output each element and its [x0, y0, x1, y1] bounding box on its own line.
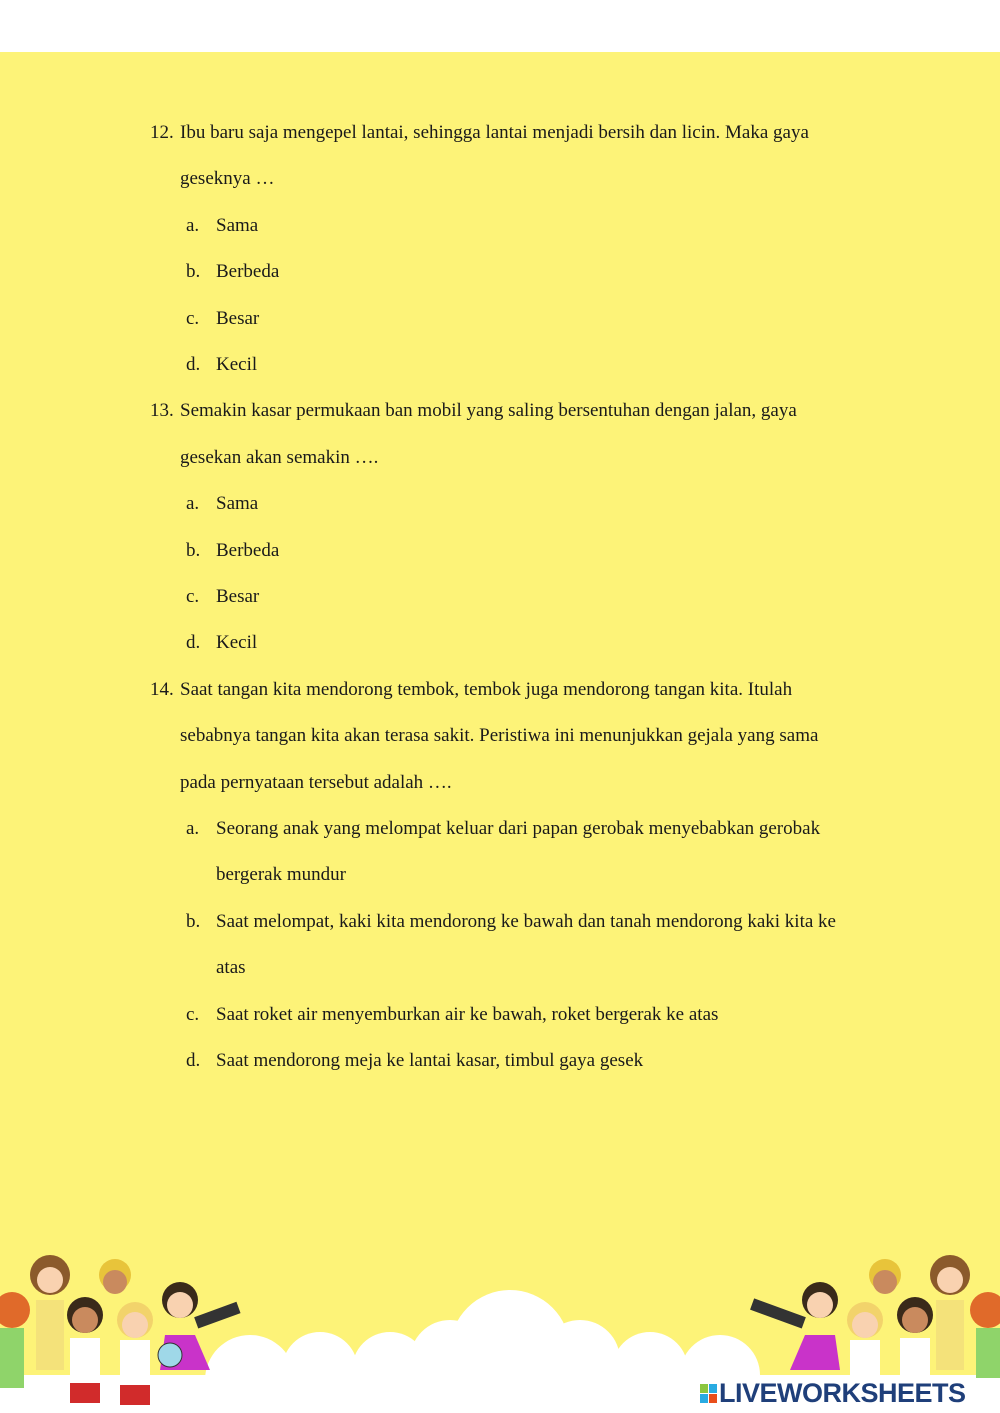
- option-text: Saat mendorong meja ke lantai kasar, timbul gaya gesek: [216, 1050, 644, 1071]
- question-text: gesekan akan semakin ….: [180, 446, 379, 468]
- question-text: Ibu baru saja mengepel lantai, sehingga lantai menjadi bersih dan licin. Maka gaya: [180, 122, 809, 143]
- option-text: Kecil: [216, 354, 258, 375]
- option-text: atas: [216, 957, 246, 979]
- option-letter: d.: [186, 354, 201, 375]
- children-illustration-right: [720, 1240, 1000, 1380]
- liveworksheets-logo: [700, 1378, 966, 1409]
- option-text: Berbeda: [216, 539, 280, 561]
- option-text: Sama: [216, 493, 259, 515]
- option-text: Besar: [216, 586, 260, 607]
- option-text: bergerak mundur: [216, 864, 346, 886]
- option-text: Berbeda: [216, 261, 280, 283]
- option-letter: d.: [186, 1050, 201, 1071]
- question-text: Saat tangan kita mendorong tembok, tembok juga mendorong tangan kita. Itulah: [180, 678, 793, 700]
- question-number: 12.: [150, 122, 174, 143]
- option-letter: c.: [186, 1003, 200, 1025]
- option-letter: a.: [186, 493, 200, 515]
- logo-blocks-icon: [700, 1384, 717, 1403]
- option-text: Saat roket air menyemburkan air ke bawah, roket bergerak ke atas: [216, 1003, 719, 1025]
- question-text: sebabnya tangan kita akan terasa sakit. Peristiwa ini menunjukkan gejala yang sama: [180, 725, 819, 747]
- option-text: Saat melompat, kaki kita mendorong ke bawah dan tanah mendorong kaki kita ke: [216, 910, 836, 932]
- question-text: pada pernyataan tersebut adalah ….: [180, 771, 452, 793]
- question-text: Semakin kasar permukaan ban mobil yang saling bersentuhan dengan jalan, gaya: [180, 400, 797, 422]
- option-letter: d.: [186, 632, 201, 654]
- option-text: Kecil: [216, 632, 258, 654]
- option-letter: b.: [186, 261, 201, 283]
- watermark-text: LIVEWORKSHEETS: [719, 1378, 966, 1408]
- option-letter: a.: [186, 818, 200, 839]
- children-illustration-left: [0, 1240, 250, 1410]
- option-text: Besar: [216, 307, 260, 329]
- option-text: Seorang anak yang melompat keluar dari papan gerobak menyebabkan gerobak: [216, 818, 821, 839]
- question-text: geseknya …: [180, 168, 275, 190]
- option-letter: b.: [186, 539, 201, 561]
- option-letter: a.: [186, 214, 200, 236]
- option-letter: c.: [186, 586, 200, 607]
- option-letter: c.: [186, 307, 200, 329]
- question-number: 13.: [150, 400, 174, 422]
- option-text: Sama: [216, 214, 259, 236]
- question-number: 14.: [150, 678, 174, 700]
- option-letter: b.: [186, 910, 201, 932]
